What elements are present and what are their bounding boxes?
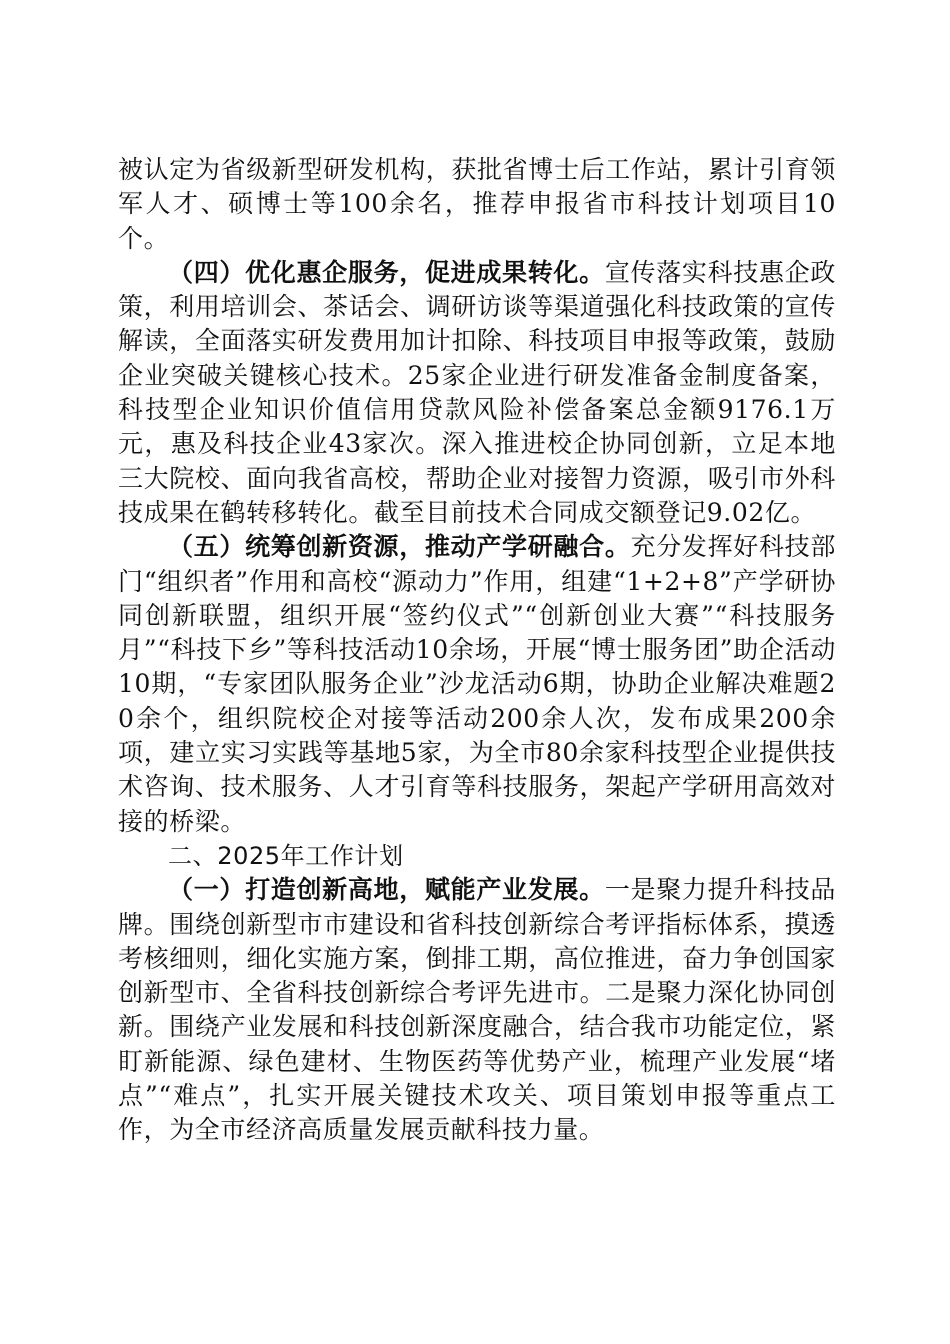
paragraph-continued bbox=[118, 153, 836, 256]
paragraph-text: 充分发挥好科技部门“组织者”作用和高校“源动力”作用，组建“1+2+8”产学研协同创新联盟，组织开展“签约仪式”“创新创业大赛”“科技服务月”“科技下乡”等科技活动10余场，开展“博士服务团”助企活动10期，“专家团队服务企业”沙龙活动6期，协助企业解决难题20余个，组织院校企对接等活动200余人次，发布成果200余项，建立实习实践等基地5家，为全市80余家科技型企业提供技术咨询、技术服务、人才引育等科技服务，架起产学研用高效对接的桥梁。 bbox=[118, 532, 836, 836]
paragraph-text: 一是聚力提升科技品牌。围绕创新型市市建设和省科技创新综合考评指标体系，摸透考核细则，细化实施方案，倒排工期，高位推进，奋力争创国家创新型市、全省科技创新综合考评先进市。二是聚力深化协同创新。围绕产业发展和科技创新深度融合，结合我市功能定位，紧盯新能源、绿色建材、生物医药等优势产业，梳理产业发展“堵点”“难点”，扎实开展关键技术攻关、项目策划申报等重点工作，为全市经济高质量发展贡献科技力量。 bbox=[118, 875, 836, 1145]
section-heading: 二、2025年工作计划 bbox=[168, 841, 404, 870]
paragraph-lead: （五）统筹创新资源，推动产学研融合。 bbox=[168, 532, 631, 562]
paragraph-section-five bbox=[118, 530, 836, 839]
document-body bbox=[118, 153, 836, 1148]
paragraph-text: 被认定为省级新型研发机构，获批省博士后工作站，累计引育领军人才、硕博士等100余名，推荐申报省市科技计划项目10个。 bbox=[118, 155, 836, 253]
paragraph-lead: （四）优化惠企服务，促进成果转化。 bbox=[168, 257, 605, 287]
paragraph-lead: （一）打造创新高地，赋能产业发展。 bbox=[168, 875, 605, 905]
paragraph-plan-one bbox=[118, 873, 836, 1147]
paragraph-section-four bbox=[118, 256, 836, 530]
paragraph-text: 宣传落实科技惠企政策，利用培训会、茶话会、调研访谈等渠道强化科技政策的宣传解读，全面落实研发费用加计扣除、科技项目申报等政策，鼓励企业突破关键核心技术。25家企业进行研发准备金制度备案，科技型企业知识价值信用贷款风险补偿备案总金额9176.1万元，惠及科技企业43家次。深入推进校企协同创新，立足本地三大院校、面向我省高校，帮助企业对接智力资源，吸引市外科技成果在鹤转移转化。截至目前技术合同成交额登记9.02亿。 bbox=[118, 257, 836, 527]
